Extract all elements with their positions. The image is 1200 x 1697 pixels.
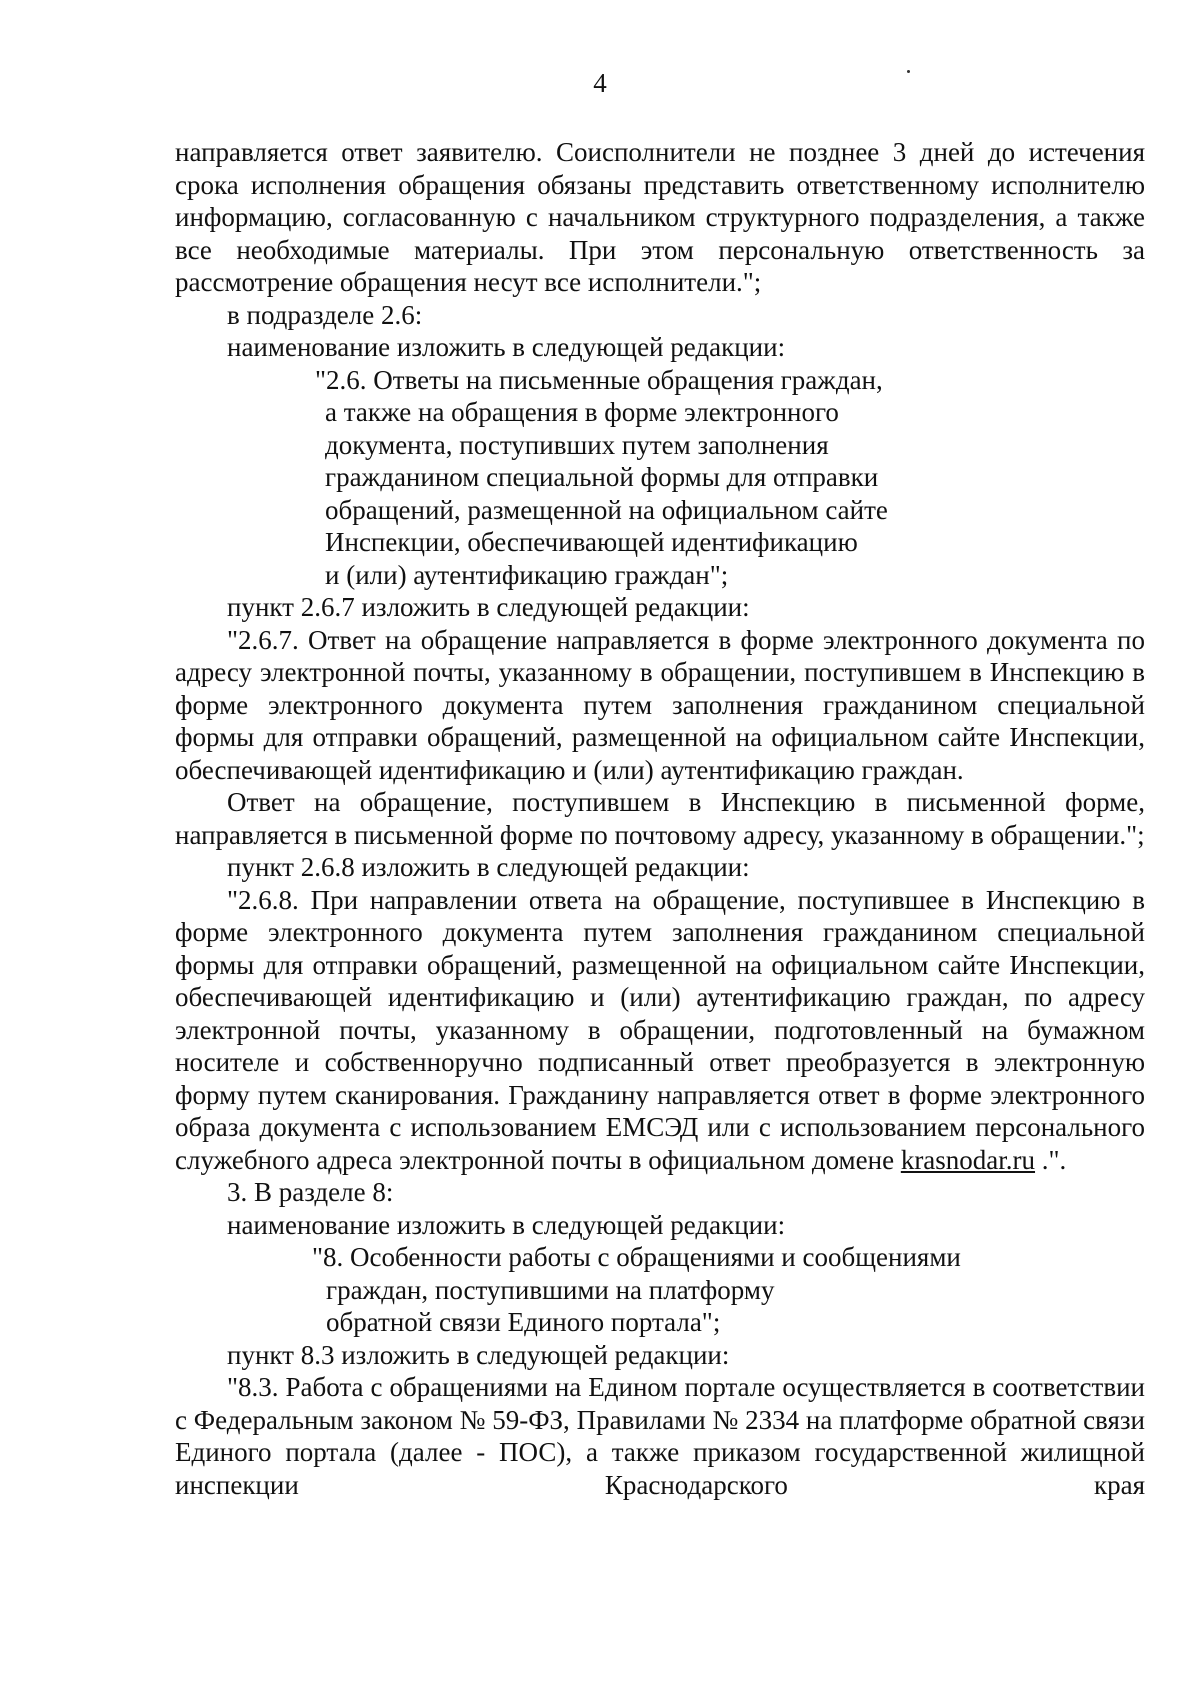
paragraph-item-2-6-8-end: .". bbox=[1035, 1144, 1067, 1175]
paragraph-item-2-6-7: "2.6.7. Ответ на обращение направляется в форме электронного документа по адресу электронной почты, указанному в обращении, поступившем в Инспекцию в форме электронного документа путем заполнения гражданином специальной формы для отправки обращений, размещенной на официальном сайте Инспекции, обеспечивающей идентификацию и (или) аутентификацию граждан. bbox=[175, 624, 1145, 785]
paragraph-written-answer: Ответ на обращение, поступившем в Инспекцию в письменной форме, направляется в письменной форме по почтовому адресу, указанному в обращении."; bbox=[175, 787, 1145, 850]
heading-line: обращений, размещенной на официальном сайте bbox=[325, 494, 888, 525]
paragraph-section-8: 3. В разделе 8: bbox=[227, 1177, 394, 1207]
document-body bbox=[175, 136, 1145, 1501]
paragraph-item-2-6-8-text: "2.6.8. При направлении ответа на обращение, поступившее в Инспекцию в форме электронного документа путем заполнения гражданином специальной формы для отправки обращений, размещенной на официальном сайте Инспекции, обеспечивающей идентификацию и (или) аутентификацию граждан, по адресу электронной почты, указанному в обращении, подготовленный на бумажном носителе и собственноручно подписанный ответ преобразуется в электронную форму путем сканирования. Гражданину направляется ответ в форме электронного образа документа с использованием ЕМСЭД или с использованием персонального служебного адреса электронной почты в официальном домене bbox=[175, 884, 1145, 1175]
page-number: 4 bbox=[593, 68, 607, 98]
heading-line: "2.6. Ответы на письменные обращения граждан, bbox=[315, 364, 883, 395]
heading-line: обратной связи Единого портала"; bbox=[326, 1307, 721, 1337]
quoted-heading-8 bbox=[175, 1241, 1145, 1339]
heading-line: и (или) аутентификацию граждан"; bbox=[325, 559, 729, 590]
paragraph-item-2-6-8 bbox=[175, 884, 1145, 1177]
domain-link[interactable]: krasnodar.ru bbox=[900, 1144, 1036, 1175]
heading-line: Инспекции, обеспечивающей идентификацию bbox=[325, 527, 858, 557]
paragraph-title-instruction-8: наименование изложить в следующей редакции: bbox=[227, 1209, 786, 1240]
heading-line: "8. Особенности работы с обращениями и сообщениями bbox=[312, 1242, 961, 1272]
paragraph-item-2-6-8-instruction: пункт 2.6.8 изложить в следующей редакции: bbox=[227, 852, 750, 882]
scan-speck bbox=[907, 70, 910, 73]
paragraph-item-8-3: "8.3. Работа с обращениями на Едином портале осуществляется в соответствии с Федеральным законом № 59-ФЗ, Правилами № 2334 на платформе обратной связи Единого портала (далее - ПОС), а также приказом государственной жилищной инспекции Краснодарского края bbox=[175, 1372, 1145, 1500]
paragraph-title-instruction: наименование изложить в следующей редакции: bbox=[227, 332, 786, 362]
paragraph-item-2-6-7-instruction: пункт 2.6.7 изложить в следующей редакции: bbox=[227, 592, 750, 622]
heading-line: документа, поступивших путем заполнения bbox=[325, 429, 829, 460]
heading-line: гражданином специальной формы для отправки bbox=[325, 462, 879, 492]
heading-line: а также на обращения в форме электронного bbox=[325, 397, 839, 427]
paragraph-subsection-2-6: в подразделе 2.6: bbox=[227, 299, 423, 330]
heading-line: граждан, поступившими на платформу bbox=[326, 1274, 775, 1305]
paragraph-item-8-3-instruction: пункт 8.3 изложить в следующей редакции: bbox=[227, 1339, 730, 1370]
paragraph-continuation: направляется ответ заявителю. Соисполнители не позднее 3 дней до истечения срока исполнения обращения обязаны представить ответственному исполнителю информацию, согласованную с начальником структурного подразделения, а также все необходимые материалы. При этом персональную ответственность за рассмотрение обращения несут все исполнители."; bbox=[175, 137, 1145, 297]
quoted-heading-2-6 bbox=[175, 364, 1145, 592]
